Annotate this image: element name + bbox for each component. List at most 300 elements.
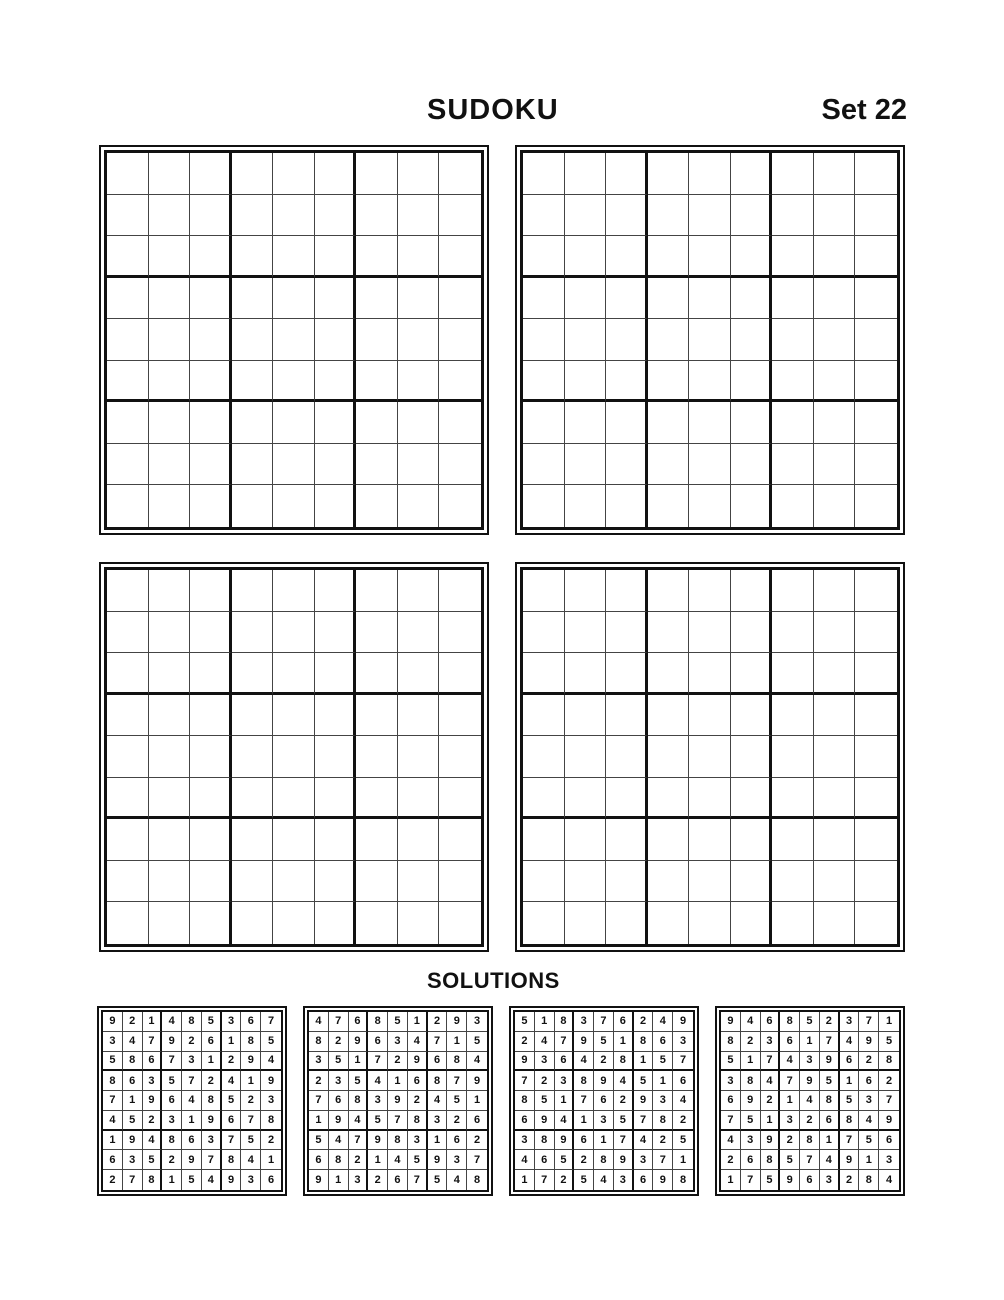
solution-cell: 8 — [761, 1150, 781, 1170]
puzzle-cell — [855, 612, 897, 654]
puzzle-cell — [149, 361, 191, 403]
solution-cell: 8 — [222, 1150, 242, 1170]
solution-cell: 9 — [741, 1091, 761, 1111]
puzzle-cell — [523, 278, 565, 320]
puzzle-grid — [520, 567, 900, 947]
puzzle-cell — [107, 695, 149, 737]
puzzle-cell — [814, 695, 856, 737]
puzzle-cell — [232, 195, 274, 237]
puzzle-grid — [520, 150, 900, 530]
solution-cell: 2 — [143, 1111, 163, 1131]
solution-cell: 3 — [103, 1032, 123, 1052]
solution-cell: 1 — [721, 1170, 741, 1190]
puzzle-cell — [814, 570, 856, 612]
solution-cell: 7 — [447, 1071, 467, 1091]
solution-cell: 4 — [428, 1091, 448, 1111]
puzzle-cell — [439, 653, 481, 695]
solution-cell: 5 — [840, 1091, 860, 1111]
puzzle-cell — [107, 319, 149, 361]
solution-cell: 5 — [535, 1091, 555, 1111]
solution-cell: 2 — [368, 1170, 388, 1190]
solution-cell: 9 — [653, 1170, 673, 1190]
solution-cell: 3 — [840, 1012, 860, 1032]
solution-cell: 6 — [467, 1111, 487, 1131]
solution-cell: 5 — [143, 1150, 163, 1170]
puzzle-cell — [149, 736, 191, 778]
puzzle-cell — [315, 736, 357, 778]
solution-cell: 7 — [780, 1071, 800, 1091]
puzzle-cell — [772, 236, 814, 278]
solution-cell: 3 — [761, 1032, 781, 1052]
puzzle-cell — [606, 278, 648, 320]
solution-cell: 9 — [368, 1131, 388, 1151]
puzzle-cell — [606, 444, 648, 486]
solution-cell: 9 — [103, 1012, 123, 1032]
puzzle-cell — [107, 278, 149, 320]
solution-cell: 5 — [447, 1091, 467, 1111]
solution-cell: 6 — [800, 1170, 820, 1190]
puzzle-cell — [149, 570, 191, 612]
puzzle-cell — [107, 236, 149, 278]
puzzle-cell — [772, 778, 814, 820]
puzzle-cell — [523, 444, 565, 486]
solution-cell: 8 — [103, 1071, 123, 1091]
puzzle-cell — [523, 653, 565, 695]
puzzle-cell — [565, 736, 607, 778]
solution-cell: 6 — [594, 1091, 614, 1111]
solution-3 — [509, 1006, 699, 1196]
solution-cell: 1 — [879, 1012, 899, 1032]
puzzle-cell — [398, 819, 440, 861]
puzzle-cell — [273, 278, 315, 320]
solution-cell: 1 — [780, 1091, 800, 1111]
puzzle-cell — [149, 819, 191, 861]
solution-cell: 1 — [673, 1150, 693, 1170]
puzzle-cell — [565, 861, 607, 903]
solution-cell: 7 — [123, 1170, 143, 1190]
puzzle-cell — [190, 278, 232, 320]
puzzle-cell — [232, 736, 274, 778]
solution-cell: 1 — [653, 1071, 673, 1091]
puzzle-cell — [232, 778, 274, 820]
puzzle-cell — [315, 319, 357, 361]
solution-cell: 9 — [202, 1111, 222, 1131]
puzzle-cell — [814, 444, 856, 486]
puzzle-cell — [273, 819, 315, 861]
solution-cell: 4 — [653, 1012, 673, 1032]
solution-cell: 3 — [408, 1131, 428, 1151]
solution-cell: 4 — [614, 1071, 634, 1091]
puzzle-cell — [689, 902, 731, 944]
solution-cell: 1 — [329, 1170, 349, 1190]
solution-cell: 1 — [309, 1111, 329, 1131]
solution-cell: 8 — [143, 1170, 163, 1190]
solution-4 — [715, 1006, 905, 1196]
solution-cell: 8 — [614, 1052, 634, 1072]
puzzle-cell — [814, 778, 856, 820]
puzzle-cell — [149, 236, 191, 278]
puzzle-cell — [439, 444, 481, 486]
solution-cell: 4 — [329, 1131, 349, 1151]
puzzle-cell — [273, 902, 315, 944]
solution-grid — [719, 1010, 901, 1192]
puzzle-cell — [772, 361, 814, 403]
puzzle-cell — [107, 612, 149, 654]
puzzle-cell — [398, 361, 440, 403]
solution-cell: 5 — [261, 1032, 281, 1052]
solution-cell: 2 — [388, 1052, 408, 1072]
puzzle-cell — [523, 153, 565, 195]
puzzle-cell — [689, 402, 731, 444]
solution-grid — [101, 1010, 283, 1192]
puzzle-cell — [689, 819, 731, 861]
solution-cell: 8 — [309, 1032, 329, 1052]
solution-cell: 9 — [879, 1111, 899, 1131]
puzzle-cell — [232, 444, 274, 486]
puzzle-cell — [606, 819, 648, 861]
solution-cell: 5 — [634, 1071, 654, 1091]
puzzle-cell — [439, 695, 481, 737]
puzzle-grid — [104, 150, 484, 530]
puzzle-cell — [273, 485, 315, 527]
puzzle-cell — [315, 653, 357, 695]
solution-cell: 6 — [515, 1111, 535, 1131]
solution-cell: 3 — [859, 1091, 879, 1111]
solution-cell: 2 — [653, 1131, 673, 1151]
puzzle-cell — [606, 485, 648, 527]
solution-cell: 4 — [309, 1012, 329, 1032]
puzzle-cell — [273, 570, 315, 612]
solution-cell: 9 — [535, 1111, 555, 1131]
puzzle-cell — [190, 653, 232, 695]
puzzle-cell — [855, 402, 897, 444]
puzzle-cell — [855, 153, 897, 195]
solution-cell: 1 — [761, 1111, 781, 1131]
solution-cell: 1 — [741, 1052, 761, 1072]
solution-cell: 2 — [555, 1170, 575, 1190]
puzzle-cell — [273, 402, 315, 444]
solution-cell: 7 — [467, 1150, 487, 1170]
puzzle-cell — [273, 778, 315, 820]
solution-cell: 5 — [467, 1032, 487, 1052]
solution-cell: 4 — [820, 1150, 840, 1170]
puzzle-cell — [731, 444, 773, 486]
solution-cell: 7 — [840, 1131, 860, 1151]
solution-cell: 1 — [447, 1032, 467, 1052]
puzzle-cell — [315, 402, 357, 444]
solution-cell: 7 — [388, 1111, 408, 1131]
solution-cell: 3 — [388, 1032, 408, 1052]
puzzle-cell — [398, 485, 440, 527]
puzzle-cell — [439, 570, 481, 612]
puzzle-cell — [398, 902, 440, 944]
solution-cell: 9 — [780, 1170, 800, 1190]
puzzle-cell — [356, 902, 398, 944]
solution-cell: 7 — [329, 1012, 349, 1032]
puzzle-cell — [731, 195, 773, 237]
solution-cell: 9 — [428, 1150, 448, 1170]
puzzle-cell — [689, 570, 731, 612]
solution-cell: 2 — [673, 1111, 693, 1131]
solution-cell: 3 — [721, 1071, 741, 1091]
solution-cell: 5 — [741, 1111, 761, 1131]
solution-cell: 7 — [241, 1111, 261, 1131]
puzzle-cell — [689, 861, 731, 903]
solution-2 — [303, 1006, 493, 1196]
puzzle-cell — [855, 902, 897, 944]
puzzle-cell — [190, 612, 232, 654]
puzzle-cell — [855, 778, 897, 820]
puzzle-cell — [273, 319, 315, 361]
solution-cell: 3 — [780, 1111, 800, 1131]
solution-cell: 2 — [329, 1032, 349, 1052]
solution-cell: 9 — [614, 1150, 634, 1170]
solution-cell: 9 — [594, 1071, 614, 1091]
solution-cell: 1 — [428, 1131, 448, 1151]
puzzle-cell — [356, 402, 398, 444]
puzzle-cell — [107, 570, 149, 612]
solution-cell: 4 — [202, 1170, 222, 1190]
puzzle-cell — [190, 695, 232, 737]
puzzle-cell — [523, 236, 565, 278]
solution-cell: 5 — [859, 1131, 879, 1151]
solution-cell: 2 — [614, 1091, 634, 1111]
solution-cell: 2 — [447, 1111, 467, 1131]
puzzle-cell — [315, 861, 357, 903]
solution-cell: 2 — [780, 1131, 800, 1151]
puzzle-cell — [855, 361, 897, 403]
puzzle-cell — [565, 485, 607, 527]
puzzle-cell — [107, 861, 149, 903]
puzzle-cell — [606, 570, 648, 612]
puzzle-cell — [107, 444, 149, 486]
solution-cell: 5 — [761, 1170, 781, 1190]
puzzle-cell — [606, 153, 648, 195]
solution-cell: 8 — [123, 1052, 143, 1072]
solution-cell: 5 — [780, 1150, 800, 1170]
solution-cell: 6 — [349, 1012, 369, 1032]
solution-cell: 1 — [467, 1091, 487, 1111]
solution-cell: 7 — [673, 1052, 693, 1072]
puzzle-cell — [565, 695, 607, 737]
puzzle-cell — [232, 819, 274, 861]
solution-cell: 4 — [721, 1131, 741, 1151]
puzzle-cell — [149, 278, 191, 320]
puzzle-cell — [731, 236, 773, 278]
puzzle-cell — [273, 695, 315, 737]
solution-cell: 6 — [653, 1032, 673, 1052]
solution-cell: 6 — [721, 1091, 741, 1111]
solution-cell: 1 — [408, 1012, 428, 1032]
solution-cell: 9 — [309, 1170, 329, 1190]
solution-cell: 6 — [182, 1131, 202, 1151]
page-title: SUDOKU — [427, 94, 559, 126]
puzzle-cell — [232, 653, 274, 695]
solution-cell: 7 — [634, 1111, 654, 1131]
solution-cell: 1 — [123, 1091, 143, 1111]
puzzle-cell — [648, 819, 690, 861]
puzzle-cell — [814, 402, 856, 444]
puzzle-cell — [356, 278, 398, 320]
puzzle-4 — [515, 562, 905, 952]
puzzle-cell — [273, 736, 315, 778]
puzzle-cell — [606, 195, 648, 237]
solution-cell: 3 — [653, 1091, 673, 1111]
puzzle-cell — [855, 653, 897, 695]
solution-cell: 6 — [103, 1150, 123, 1170]
puzzle-cell — [731, 902, 773, 944]
puzzle-cell — [398, 778, 440, 820]
solution-cell: 1 — [555, 1091, 575, 1111]
puzzle-cell — [523, 195, 565, 237]
solution-cell: 3 — [673, 1032, 693, 1052]
solution-cell: 4 — [447, 1170, 467, 1190]
puzzle-grid — [104, 567, 484, 947]
puzzle-cell — [398, 278, 440, 320]
solution-cell: 5 — [879, 1032, 899, 1052]
solution-cell: 3 — [555, 1071, 575, 1091]
solution-cell: 8 — [329, 1150, 349, 1170]
puzzle-cell — [398, 236, 440, 278]
puzzle-cell — [772, 278, 814, 320]
puzzle-cell — [190, 361, 232, 403]
solution-cell: 8 — [680, 1174, 687, 1187]
solution-cell: 4 — [103, 1111, 123, 1131]
puzzle-cell — [232, 402, 274, 444]
puzzle-cell — [315, 153, 357, 195]
solution-cell: 7 — [222, 1131, 242, 1151]
solution-cell: 2 — [515, 1032, 535, 1052]
puzzle-cell — [356, 570, 398, 612]
puzzle-cell — [273, 444, 315, 486]
puzzle-cell — [439, 319, 481, 361]
puzzle-cell — [315, 485, 357, 527]
puzzle-cell — [772, 902, 814, 944]
solution-cell: 6 — [408, 1071, 428, 1091]
puzzle-cell — [855, 736, 897, 778]
solution-cell: 5 — [515, 1012, 535, 1032]
solution-cell: 3 — [447, 1150, 467, 1170]
puzzle-cell — [439, 402, 481, 444]
puzzle-cell — [648, 902, 690, 944]
solution-cell: 4 — [594, 1170, 614, 1190]
solution-cell: 1 — [594, 1131, 614, 1151]
solution-cell: 4 — [467, 1052, 487, 1072]
solution-cell: 2 — [349, 1150, 369, 1170]
solution-cell: 6 — [368, 1032, 388, 1052]
puzzle-cell — [772, 653, 814, 695]
puzzle-cell — [356, 485, 398, 527]
solution-cell: 2 — [182, 1032, 202, 1052]
solution-cell: 4 — [515, 1150, 535, 1170]
solution-cell: 2 — [241, 1091, 261, 1111]
puzzle-cell — [356, 444, 398, 486]
solution-cell: 1 — [800, 1032, 820, 1052]
solution-cell: 9 — [467, 1071, 487, 1091]
puzzle-cell — [731, 485, 773, 527]
puzzle-cell — [772, 195, 814, 237]
solution-cell: 5 — [653, 1052, 673, 1072]
puzzle-cell — [273, 195, 315, 237]
puzzle-cell — [356, 819, 398, 861]
puzzle-cell — [356, 361, 398, 403]
solution-cell: 7 — [368, 1052, 388, 1072]
solution-cell: 5 — [673, 1131, 693, 1151]
solution-cell: 9 — [329, 1111, 349, 1131]
puzzle-cell — [107, 736, 149, 778]
puzzle-cell — [315, 902, 357, 944]
solution-cell: 9 — [634, 1091, 654, 1111]
puzzle-cell — [855, 236, 897, 278]
solution-cell: 8 — [182, 1012, 202, 1032]
puzzle-cell — [689, 736, 731, 778]
puzzle-cell — [523, 612, 565, 654]
solution-cell: 1 — [103, 1131, 123, 1151]
solution-cell: 3 — [329, 1071, 349, 1091]
puzzle-cell — [315, 444, 357, 486]
puzzle-cell — [273, 153, 315, 195]
puzzle-cell — [565, 319, 607, 361]
puzzle-cell — [689, 612, 731, 654]
solution-cell: 2 — [879, 1071, 899, 1091]
puzzle-cell — [772, 612, 814, 654]
puzzle-cell — [648, 153, 690, 195]
solution-cell: 8 — [800, 1131, 820, 1151]
solution-cell: 4 — [840, 1032, 860, 1052]
solution-cell: 2 — [408, 1091, 428, 1111]
solution-cell: 7 — [859, 1012, 879, 1032]
puzzle-cell — [356, 153, 398, 195]
solution-cell: 9 — [515, 1052, 535, 1072]
solution-cell: 7 — [408, 1170, 428, 1190]
solution-cell: 6 — [780, 1032, 800, 1052]
solution-cell: 2 — [761, 1091, 781, 1111]
solution-grid — [513, 1010, 695, 1192]
puzzle-cell — [689, 778, 731, 820]
solution-cell: 1 — [368, 1150, 388, 1170]
puzzle-cell — [648, 778, 690, 820]
puzzle-cell — [814, 653, 856, 695]
solution-cell: 8 — [741, 1071, 761, 1091]
puzzle-cell — [731, 736, 773, 778]
solution-cell: 5 — [182, 1170, 202, 1190]
solution-cell: 7 — [515, 1071, 535, 1091]
solution-cell: 2 — [535, 1071, 555, 1091]
puzzle-cell — [731, 570, 773, 612]
puzzle-cell — [523, 319, 565, 361]
puzzle-cell — [565, 819, 607, 861]
puzzle-cell — [814, 153, 856, 195]
solution-cell: 5 — [800, 1012, 820, 1032]
puzzle-cell — [565, 195, 607, 237]
puzzle-cell — [149, 902, 191, 944]
puzzle-cell — [398, 736, 440, 778]
solution-cell: 8 — [428, 1071, 448, 1091]
puzzle-cell — [565, 778, 607, 820]
solution-cell: 6 — [741, 1150, 761, 1170]
solution-cell: 7 — [349, 1131, 369, 1151]
solution-cell: 5 — [408, 1150, 428, 1170]
puzzle-cell — [772, 444, 814, 486]
puzzle-cell — [315, 278, 357, 320]
puzzle-cell — [814, 319, 856, 361]
solution-cell: 6 — [555, 1052, 575, 1072]
puzzle-cell — [772, 485, 814, 527]
solution-cell: 1 — [820, 1131, 840, 1151]
puzzle-cell — [356, 778, 398, 820]
puzzle-cell — [523, 570, 565, 612]
puzzle-cell — [439, 902, 481, 944]
